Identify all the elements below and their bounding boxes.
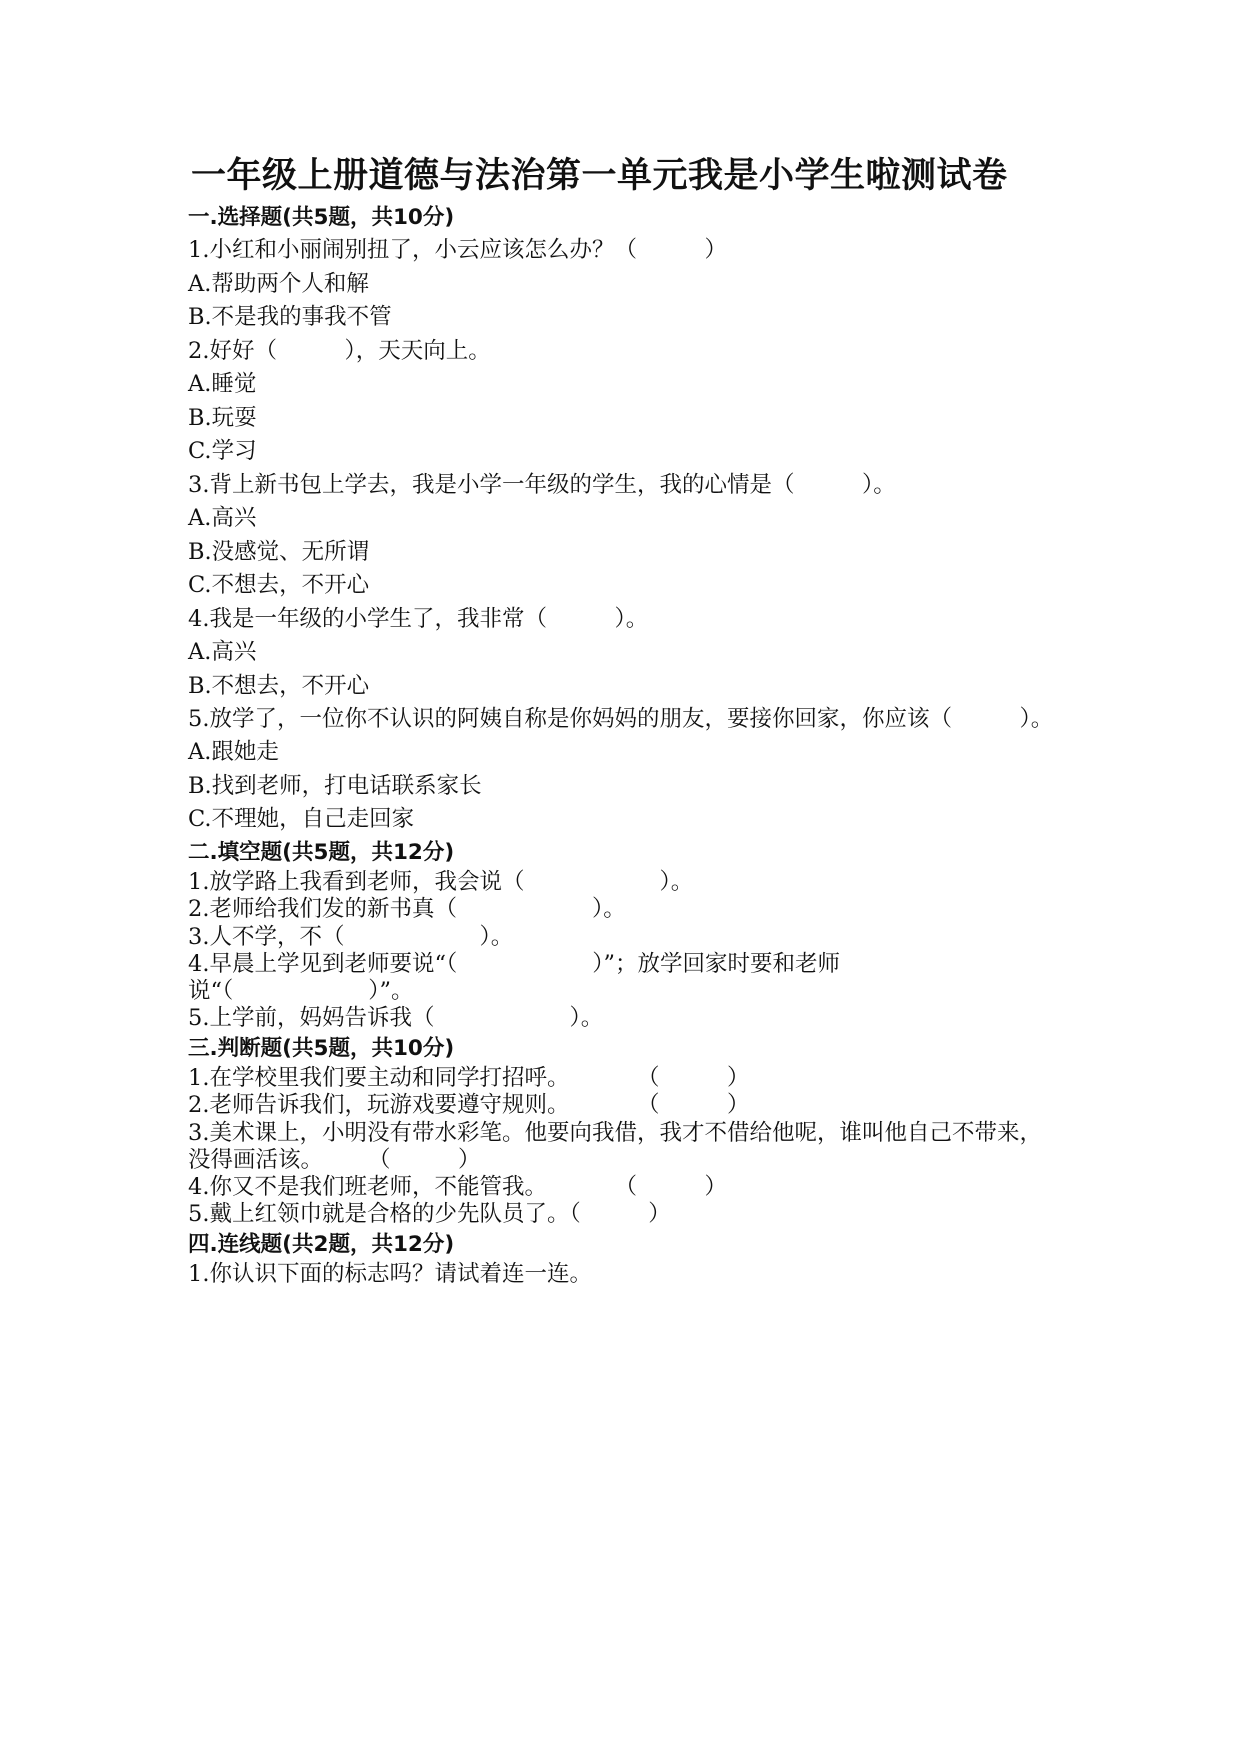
option-line: A.高兴 <box>188 505 257 531</box>
option-line: C.不想去，不开心 <box>188 572 370 598</box>
section-multiple-choice <box>188 202 1068 837</box>
question-line: 2.好好（ ），天天向上。 <box>188 337 491 364</box>
option-line: B.不是我的事我不管 <box>188 304 392 330</box>
question-line: 1.你认识下面的标志吗？请试着连一连。 <box>188 1260 592 1287</box>
section-matching <box>188 1229 1068 1289</box>
section-heading: 三.判断题(共5题，共10分) <box>188 1035 455 1061</box>
option-line: A.帮助两个人和解 <box>188 270 369 297</box>
section-heading: 四.连线题(共2题，共12分) <box>188 1231 455 1257</box>
question-line: 5.放学了，一位你不认识的阿姨自称是你妈妈的朋友，要接你回家，你应该（ ）。 <box>188 706 1054 732</box>
question-line: 1.小红和小丽闹别扭了，小云应该怎么办？（ ） <box>188 237 727 263</box>
section-heading: 一.选择题(共5题，共10分) <box>188 205 455 230</box>
page-title: 一年级上册道德与法治第一单元我是小学生啦测试卷 <box>191 156 1008 196</box>
question-line: 4.我是一年级的小学生了，我非常（ ）。 <box>188 605 649 632</box>
option-line: C.不理她，自己走回家 <box>188 806 415 832</box>
section-heading: 二.填空题(共5题，共12分) <box>188 839 455 865</box>
option-line: A.高兴 <box>188 639 257 665</box>
question-line: 4.早晨上学见到老师要说“（ ）”；放学回家时要和老师说“（ ）”。 <box>188 951 840 1004</box>
question-line: 3.美术课上，小明没有带水彩笔。他要向我借，我才不借给他呢，谁叫他自己不带来，没得画活该。 （ ） <box>188 1119 1042 1173</box>
option-line: A.睡觉 <box>188 371 257 397</box>
exam-page <box>188 150 1068 1288</box>
question-line: 4.你又不是我们班老师，不能管我。 （ ） <box>188 1173 727 1200</box>
question-line: 1.放学路上我看到老师，我会说（ ）。 <box>188 868 694 895</box>
question-line: 3.人不学，不（ ）。 <box>188 923 514 950</box>
option-line: B.玩耍 <box>188 404 257 431</box>
option-line: B.找到老师，打电话联系家长 <box>188 772 482 799</box>
question-line: 2.老师告诉我们，玩游戏要遵守规则。 （ ） <box>188 1092 750 1118</box>
option-line: B.没感觉、无所谓 <box>188 538 370 565</box>
question-line: 5.戴上红领巾就是合格的少先队员了。（ ） <box>188 1201 671 1227</box>
option-line: A.跟她走 <box>188 739 279 765</box>
question-line: 3.背上新书包上学去，我是小学一年级的学生，我的心情是（ ）。 <box>188 471 896 498</box>
section-fill-in-blank <box>188 837 1068 1033</box>
question-line: 1.在学校里我们要主动和同学打招呼。 （ ） <box>188 1064 750 1091</box>
section-true-false <box>188 1033 1068 1229</box>
option-line: B.不想去，不开心 <box>188 672 370 699</box>
question-line: 2.老师给我们发的新书真（ ）。 <box>188 896 626 922</box>
option-line: C.学习 <box>188 438 257 464</box>
question-line: 5.上学前，妈妈告诉我（ ）。 <box>188 1005 604 1031</box>
